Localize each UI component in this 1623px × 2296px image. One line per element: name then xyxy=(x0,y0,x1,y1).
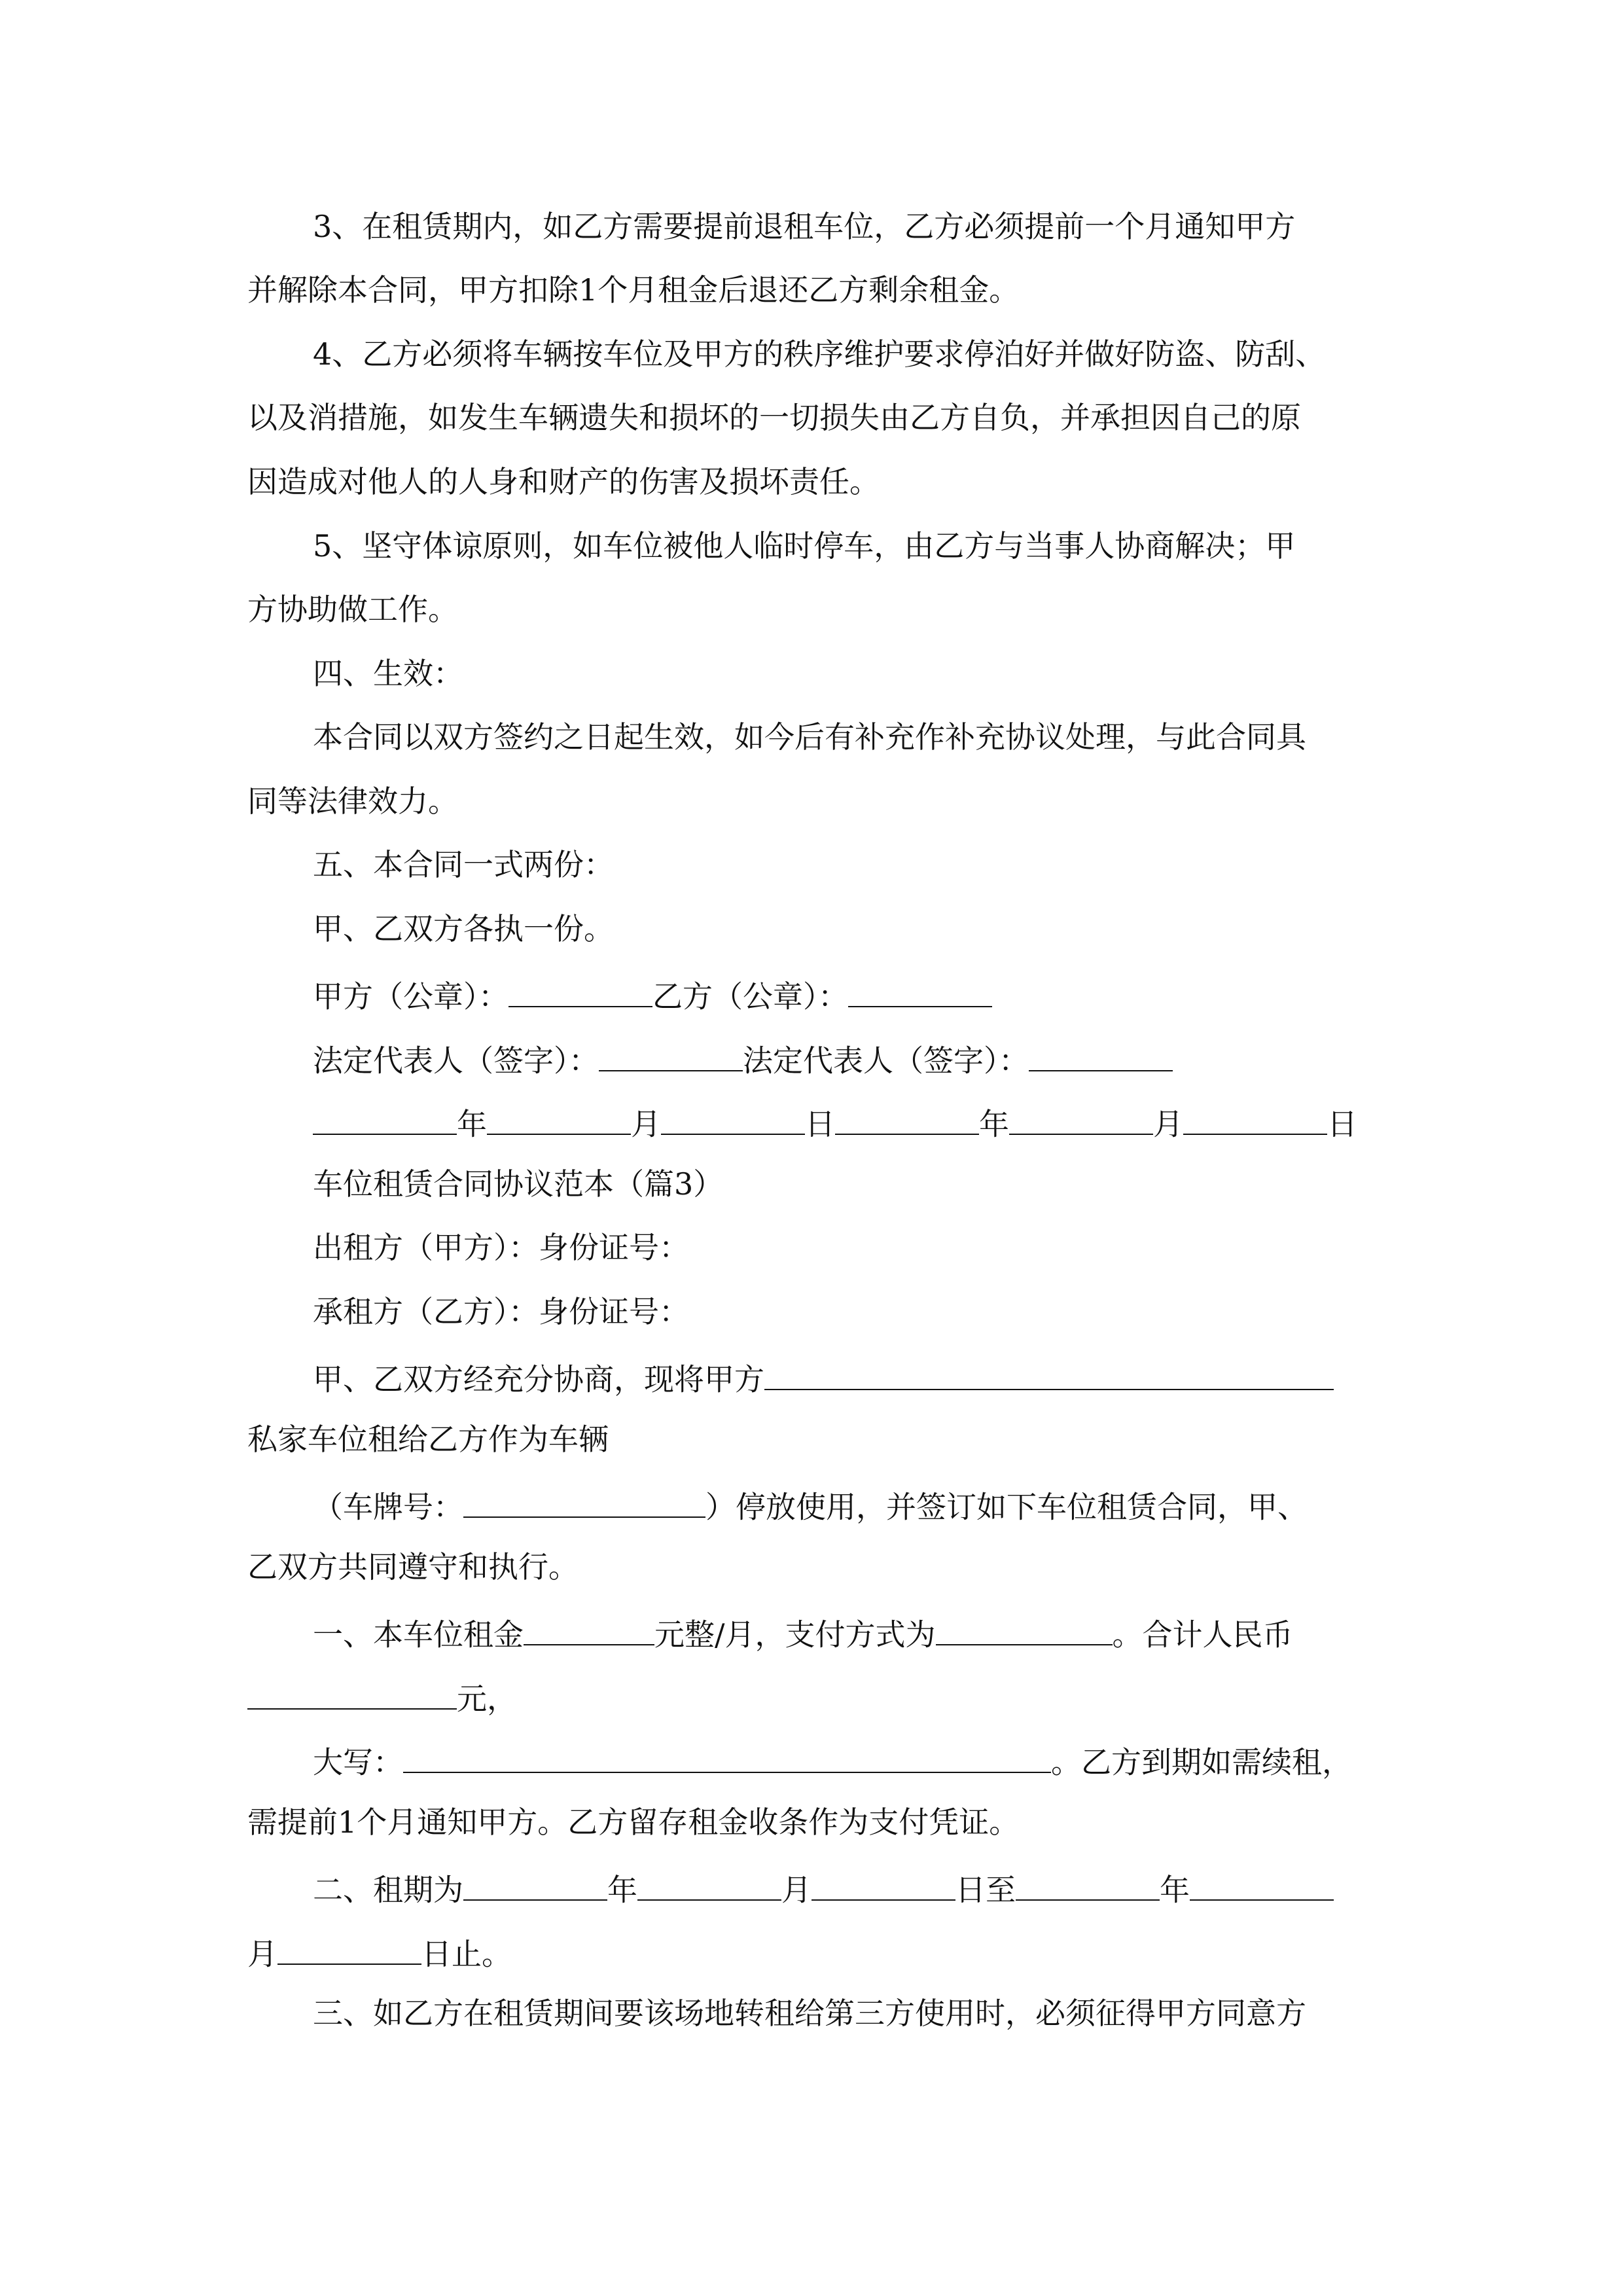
clause-sublet-line: 三、如乙方在租赁期间要该场地转租给第三方使用时，必须征得甲方同意方 xyxy=(313,1996,1306,2031)
term-start-month-label: 月 xyxy=(781,1872,812,1908)
date-a-month-label: 月 xyxy=(631,1106,661,1142)
rent-unit: 元， xyxy=(457,1681,517,1717)
rep-b-blank[interactable] xyxy=(1029,1041,1173,1071)
intro-text: 甲、乙双方经充分协商，现将甲方 xyxy=(313,1361,764,1397)
rent-amount-blank[interactable] xyxy=(524,1615,654,1645)
term-label: 二、租期为 xyxy=(313,1872,463,1908)
clause-4-line-3: 因造成对他人的人身和财产的伤害及损坏责任。 xyxy=(247,464,880,499)
date-b-year-blank[interactable] xyxy=(835,1105,979,1135)
clause-4-line-1: 4、乙方必须将车辆按车位及甲方的秩序维护要求停泊好并做好防盗、防刮、 xyxy=(313,336,1326,372)
clause-5-line-1: 5、坚守体谅原则，如车位被他人临时停车，由乙方与当事人协商解决；甲 xyxy=(313,528,1296,564)
caps-amount-blank[interactable] xyxy=(403,1743,1051,1773)
lessor-line: 出租方（甲方）：身份证号： xyxy=(313,1230,689,1265)
plate-text: ）停放使用，并签订如下车位租赁合同，甲、 xyxy=(705,1489,1308,1525)
rent-line-2 xyxy=(247,1679,517,1717)
payment-method-blank[interactable] xyxy=(936,1615,1113,1645)
date-a-year-label: 年 xyxy=(457,1106,487,1142)
caps-line-1 xyxy=(313,1743,1352,1778)
caps-label: 大写： xyxy=(313,1744,403,1780)
clause-3-line-1: 3、在租赁期内，如乙方需要提前退租车位，乙方必须提前一个月通知甲方 xyxy=(313,209,1296,244)
term-start-year-label: 年 xyxy=(607,1872,637,1908)
term-start-day-blank[interactable] xyxy=(812,1871,955,1901)
term-start-month-blank[interactable] xyxy=(637,1871,781,1901)
seal-line xyxy=(313,977,992,1012)
date-a-day-label: 日 xyxy=(805,1106,835,1142)
clause-4-line-2: 以及消措施，如发生车辆遗失和损坏的一切损失由乙方自负，并承担因自己的原 xyxy=(247,400,1301,435)
plate-line xyxy=(313,1488,1308,1525)
date-b-month-blank[interactable] xyxy=(1009,1105,1153,1135)
effective-line-1: 本合同以双方签约之日起生效，如今后有补充作补充协议处理，与此合同具 xyxy=(313,719,1306,755)
section-3-title: 车位租赁合同协议范本（篇3） xyxy=(313,1166,724,1202)
term-end-year-blank[interactable] xyxy=(1016,1871,1160,1901)
party-a-seal-blank[interactable] xyxy=(508,977,652,1007)
effective-line-2: 同等法律效力。 xyxy=(247,783,458,819)
plate-line-2: 乙双方共同遵守和执行。 xyxy=(247,1549,579,1585)
lessee-line: 承租方（乙方）：身份证号： xyxy=(313,1294,689,1329)
date-line xyxy=(313,1105,1357,1142)
date-a-year-blank[interactable] xyxy=(313,1105,457,1135)
clause-3-line-2: 并解除本合同，甲方扣除1个月租金后退还乙方剩余租金。 xyxy=(247,272,1020,308)
representative-line xyxy=(313,1041,1173,1079)
rent-label: 一、本车位租金 xyxy=(313,1617,524,1653)
date-a-day-blank[interactable] xyxy=(661,1105,805,1135)
plate-number-blank[interactable] xyxy=(463,1488,705,1518)
date-b-day-blank[interactable] xyxy=(1183,1105,1327,1135)
term-start-year-blank[interactable] xyxy=(463,1871,607,1901)
rent-payment-label: 元整/月，支付方式为 xyxy=(654,1617,936,1653)
renewal-text: 。乙方到期如需续租， xyxy=(1051,1744,1352,1780)
date-b-month-label: 月 xyxy=(1153,1106,1183,1142)
intro-line-1 xyxy=(313,1360,1334,1395)
rep-b-label: 法定代表人（签字）： xyxy=(743,1043,1029,1079)
section-effective-heading: 四、生效： xyxy=(313,656,463,691)
intro-line-2: 私家车位租给乙方作为车辆 xyxy=(247,1422,609,1457)
term-end-day-blank[interactable] xyxy=(277,1935,421,1965)
rep-a-label: 法定代表人（签字）： xyxy=(313,1043,599,1079)
date-a-month-blank[interactable] xyxy=(487,1105,631,1135)
rent-total-label: 。合计人民币 xyxy=(1112,1617,1293,1653)
party-b-seal-blank[interactable] xyxy=(848,977,992,1007)
copies-line: 甲、乙双方各执一份。 xyxy=(313,911,614,946)
date-b-year-label: 年 xyxy=(979,1106,1009,1142)
term-start-day-label: 日至 xyxy=(955,1872,1016,1908)
term-end-month-blank-a[interactable] xyxy=(1190,1871,1334,1901)
rent-line-1 xyxy=(313,1615,1293,1653)
term-end-month-label: 月 xyxy=(247,1936,277,1972)
term-end-year-label: 年 xyxy=(1160,1872,1190,1908)
term-line-2 xyxy=(247,1935,512,1972)
term-end-label: 日止。 xyxy=(421,1936,512,1972)
rent-total-blank[interactable] xyxy=(247,1679,457,1710)
lessor-parking-blank[interactable] xyxy=(764,1360,1334,1390)
clause-5-line-2: 方协助做工作。 xyxy=(247,592,458,627)
party-b-seal-label: 乙方（公章）： xyxy=(652,978,848,1014)
rep-a-blank[interactable] xyxy=(599,1041,743,1071)
section-copies-heading: 五、本合同一式两份： xyxy=(313,847,614,882)
party-a-seal-label: 甲方（公章）： xyxy=(313,978,508,1014)
plate-label: （车牌号： xyxy=(313,1489,463,1525)
term-line-1 xyxy=(313,1871,1334,1908)
date-b-day-label: 日 xyxy=(1327,1106,1357,1142)
caps-line-2: 需提前1个月通知甲方。乙方留存租金收条作为支付凭证。 xyxy=(247,1804,1020,1840)
